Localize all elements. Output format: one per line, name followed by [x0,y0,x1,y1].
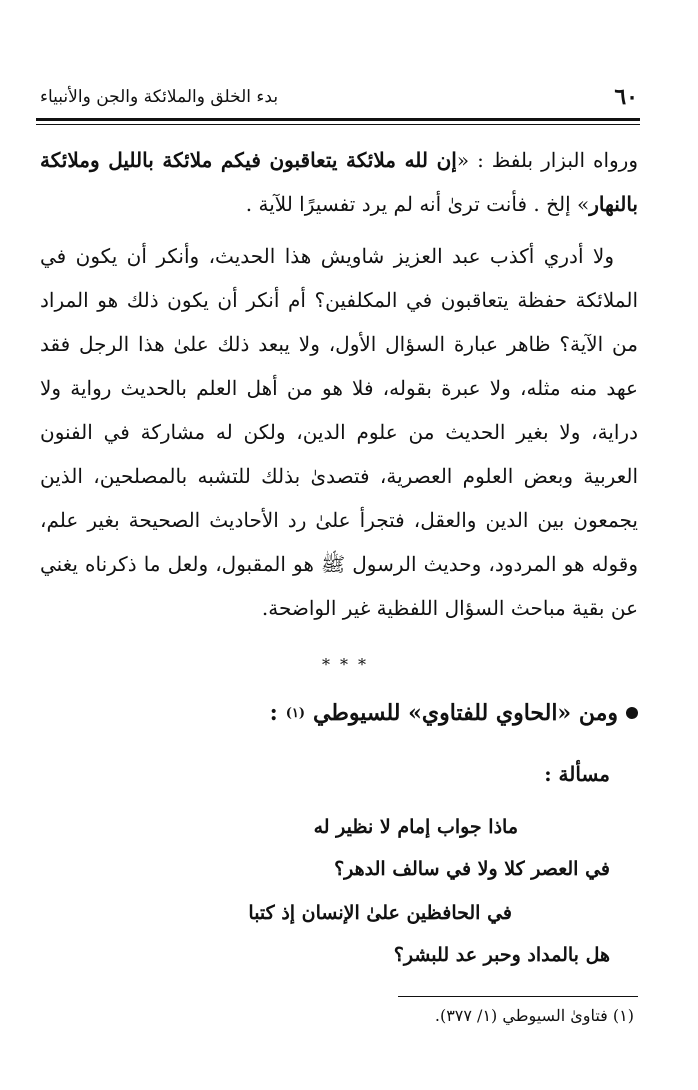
body-text [40,138,638,638]
section-heading [40,700,638,726]
footnote-reference: (١) [285,705,306,721]
page-number: ٦٠ [614,84,638,110]
header-rule-thin [36,124,640,125]
footnote-rule [398,996,638,997]
verse-line-4: هل بالمداد وحبر عد للبشر؟ [393,944,610,966]
verse-line-3: في الحافظين علىٰ الإنسان إذ كتبا [248,902,512,924]
paragraph-2: ولا أدري أكذب عبد العزيز شاويش هذا الحديث، وأنكر أن يكون في الملائكة حفظة يتعاقبون في المكلفين؟ أم أنكر أن يكون ذلك هو المراد من الآية؟ ظاهر عبارة السؤال الأول، ولا يبعد ذلك علىٰ هذا الرجل فقد عهد منه مثله، ولا عبرة بقوله، فلا هو من أهل العلم بالحديث رواية ولا دراية، ولا بغير الحديث من علوم الدين، ولكن له مشاركة في الفنون العربية وبعض العلوم العصرية، فتصدىٰ بذلك للتشبه بالمصلحين، الذين يجمعون بين الدين والعقل، فتجرأ علىٰ رد الأحاديث الصحيحة بغير علم، وقوله هو المردود، وحديث الرسول ﷺ هو المقبول، ولعل ما ذكرناه يغني عن بقية مباحث السؤال اللفظية غير الواضحة. [40,244,638,620]
section-heading-text: ومن «الحاوي للفتاوي» للسيوطي [313,700,618,726]
verse-line-1: ماذا جواب إمام لا نظير له [313,816,518,838]
paragraph-1-intro: ورواه البزار بلفظ : « [456,148,638,172]
masala-label: مسألة : [544,762,610,786]
header-rule-thick [36,118,640,121]
verse-line-2: في العصر كلا ولا في سالف الدهر؟ [334,858,610,880]
section-separator: *** [322,655,376,674]
section-heading-colon: : [269,700,278,726]
running-header-title: بدء الخلق والملائكة والجن والأنبياء [40,87,279,107]
running-header [40,80,638,114]
footnote: (١) فتاوىٰ السيوطي (١/ ٣٧٧). [434,1006,634,1025]
paragraph-1-rest: » إلخ . فأنت ترىٰ أنه لم يرد تفسيرًا للآية . [245,192,590,216]
hadith-quote: إن لله ملائكة يتعاقبون فيكم ملائكة بالليل وملائكة بالنهار [40,148,638,216]
bullet-icon [626,707,638,719]
paragraph-1 [40,138,638,226]
